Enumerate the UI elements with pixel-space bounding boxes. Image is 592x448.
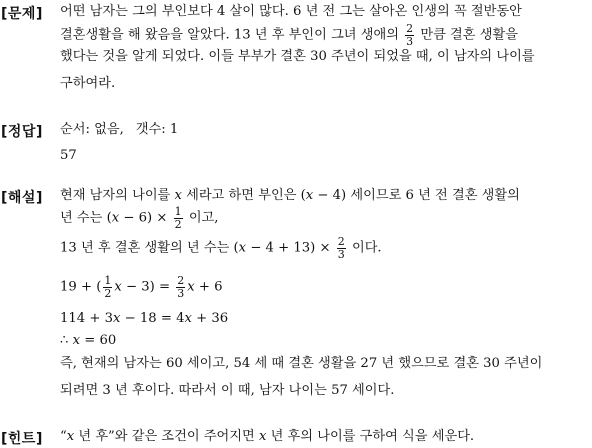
math-text: − 18 = 4	[124, 311, 185, 326]
math-variable: x	[238, 240, 247, 256]
math-text: = 60	[84, 333, 117, 348]
problem-line-2	[60, 23, 518, 47]
solution-line-5	[60, 312, 228, 325]
solution-line-8: 되려면 3 년 후이다. 따라서 이 때, 남자 나이는 57 세이다.	[60, 383, 395, 398]
answer-order: 순서: 없음,	[60, 122, 124, 137]
solution-line-7: 즉, 현재의 남자는 60 세이고, 54 세 때 결혼 생활을 27 년 했으므로 결혼 30 주년이	[60, 356, 543, 371]
solution-text: 이다.	[351, 240, 382, 256]
fraction-two-thirds	[337, 236, 346, 260]
fraction-denominator: 2	[104, 286, 112, 300]
math-variable: x	[187, 279, 195, 295]
solution-line-2	[60, 206, 219, 230]
math-variable: x	[66, 429, 75, 444]
fraction-one-half	[103, 275, 112, 299]
math-text: + 36	[196, 311, 229, 326]
solution-text: 이고,	[188, 210, 219, 226]
fraction-numerator: 1	[104, 274, 112, 287]
math-variable: x	[114, 279, 122, 295]
solution-line-1	[60, 189, 520, 202]
problem-line-2-text-a: 결혼생활을 해 왔음을 알았다. 13 년 후 부인이 그녀 생애의	[60, 27, 399, 43]
math-text: − 3) =	[126, 279, 171, 295]
solution-text: 세라고 하면 부인은 (	[186, 188, 306, 203]
hint-text: “	[60, 429, 67, 444]
hint-text: 년 후”와 같은 조건이 주어지면	[78, 429, 255, 444]
solution-text: − 4) 세이므로 6 년 전 결혼 생활의	[317, 188, 520, 203]
math-variable: x	[113, 311, 121, 326]
math-variable: x	[184, 311, 192, 326]
solution-line-3	[60, 236, 382, 260]
solution-line-4	[60, 275, 223, 299]
problem-label: [문제]	[1, 6, 43, 22]
problem-line-4: 구하여라.	[60, 76, 116, 91]
fraction-two-thirds	[176, 275, 185, 299]
fraction-numerator: 2	[177, 274, 185, 287]
problem-fraction-two-thirds	[405, 23, 414, 47]
problem-line-3: 했다는 것을 알게 되었다. 이들 부부가 결혼 30 주년이 되었을 때, 이 남자의 나이를	[60, 49, 535, 64]
fraction-denominator: 3	[337, 247, 345, 261]
answer-value: 57	[60, 148, 77, 163]
solution-text: − 6) ×	[123, 210, 168, 226]
fraction-denominator: 3	[177, 286, 185, 300]
solution-text: 현재 남자의 나이를	[60, 188, 171, 203]
solution-text: 년 수는 (	[60, 210, 112, 226]
problem-line-1: 어떤 남자는 그의 부인보다 4 살이 많다. 6 년 전 그는 살아온 인생의 꼭 절반동안	[60, 4, 522, 19]
math-variable: x	[111, 210, 120, 226]
hint-label: [힌트]	[1, 431, 43, 447]
fraction-numerator: 2	[337, 235, 345, 248]
math-variable: x	[72, 333, 81, 348]
therefore-symbol: ∴	[60, 333, 69, 348]
answer-label: [정답]	[1, 124, 43, 140]
math-variable: x	[305, 188, 314, 203]
math-text: + 6	[198, 279, 223, 295]
solution-text: − 4 + 13) ×	[250, 240, 331, 256]
solution-line-6	[60, 334, 116, 347]
solution-label: [해설]	[1, 190, 43, 206]
fraction-denominator: 2	[174, 217, 182, 231]
math-variable: x	[174, 188, 182, 203]
fraction-numerator: 2	[406, 22, 414, 35]
hint-line	[60, 430, 474, 443]
fraction-one-half	[174, 206, 183, 230]
fraction-denominator: 3	[406, 34, 414, 48]
fraction-numerator: 1	[174, 205, 182, 218]
hint-text: 년 후의 나이를 구하여 식을 세운다.	[270, 429, 475, 444]
math-text: 114 + 3	[60, 311, 113, 326]
solution-text: 13 년 후 결혼 생활의 년 수는 (	[60, 240, 239, 256]
answer-count: 갯수: 1	[135, 122, 179, 137]
math-variable: x	[258, 429, 267, 444]
math-text: 19 + (	[60, 279, 102, 295]
problem-line-2-text-b: 만큼 결혼 생활을	[420, 27, 518, 43]
answer-meta-line	[60, 123, 178, 136]
